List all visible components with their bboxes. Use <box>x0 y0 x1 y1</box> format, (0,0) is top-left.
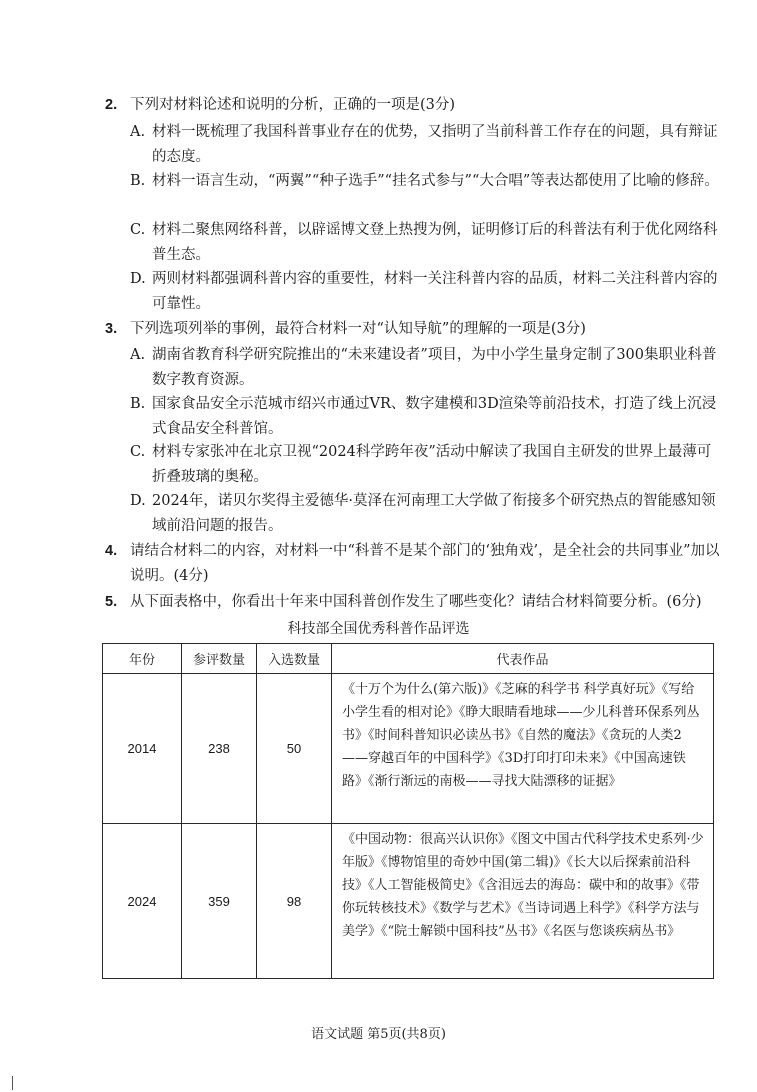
option-b <box>130 392 720 441</box>
binding-mark <box>12 1076 13 1090</box>
table-header-row <box>103 644 714 674</box>
question-stem: 从下面表格中，你看出十年来中国科普创作发生了哪些变化？请结合材料简要分析。(6分) <box>130 594 702 610</box>
option-d <box>130 489 720 538</box>
option-d <box>130 267 720 316</box>
cell-selected: 98 <box>257 824 332 979</box>
option-a <box>130 120 720 169</box>
option-letter: A. <box>130 124 146 140</box>
question-number: 4. <box>105 543 118 559</box>
cell-works: 《十万个为什么(第六版)》《芝麻的科学书 科学真好玩》《写给小学生看的相对论》《睁大眼睛看地球——少儿科普环保系列丛书》《时间科普知识必读丛书》《自然的魔法》《贪玩的人类2——穿越百年的中国科学》《3D打印打印未来》《中国高速铁路》《渐行渐远的南极——寻找大陆漂移的证据》 <box>332 674 714 824</box>
header-works: 代表作品 <box>332 644 714 674</box>
cell-year: 2024 <box>103 824 182 979</box>
option-b <box>130 169 720 194</box>
table-row <box>103 674 714 824</box>
page-footer: 语文试题 第5页(共8页) <box>311 1027 446 1042</box>
header-year: 年份 <box>103 644 182 674</box>
question-stem: 请结合材料二的内容，对材料一中“科普不是某个部门的‘独角戏’，是全社会的共同事业”加以说明。(4分) <box>130 543 720 584</box>
question-stem: 下列对材料论述和说明的分析，正确的一项是(3分) <box>130 97 456 113</box>
option-letter: C. <box>130 444 146 460</box>
option-text: 国家食品安全示范城市绍兴市通过VR、数字建模和3D渲染等前沿技术，打造了线上沉浸式食品安全科普馆。 <box>152 396 717 437</box>
option-letter: B. <box>130 173 146 189</box>
option-letter: B. <box>130 396 146 412</box>
question-number: 2. <box>105 97 118 113</box>
option-text: 材料专家张冲在北京卫视“2024科学跨年夜”活动中解读了我国自主研发的世界上最薄可折叠玻璃的奥秘。 <box>152 444 712 485</box>
cell-works: 《中国动物：很高兴认识你》《图文中国古代科学技术史系列·少年版》《博物馆里的奇妙中国(第二辑)》《长大以后探索前沿科技》《人工智能极简史》《含泪远去的海岛：碳中和的故事》《带你玩转核技术》《数学与艺术》《当诗词遇上科学》《科学方法与美学》《“院士解锁中国科技”丛书》《名医与您谈疾病丛书》 <box>332 824 714 979</box>
option-c <box>130 218 720 267</box>
question-stem: 下列选项列举的事例，最符合材料一对“认知导航”的理解的一项是(3分) <box>130 321 586 337</box>
option-text: 材料一语言生动，“两翼”“种子选手”“挂名式参与”“大合唱”等表达都使用了比喻的修辞。 <box>152 173 719 189</box>
option-c <box>130 440 720 489</box>
option-a <box>130 343 720 392</box>
option-text: 两则材料都强调科普内容的重要性，材料一关注科普内容的品质，材料二关注科普内容的可靠性。 <box>152 271 718 312</box>
table-row <box>103 824 714 979</box>
option-letter: A. <box>130 347 146 363</box>
cell-selected: 50 <box>257 674 332 824</box>
option-text: 2024年，诺贝尔奖得主爱德华·莫泽在河南理工大学做了衔接多个研究热点的智能感知领域前沿问题的报告。 <box>152 493 716 534</box>
cell-year: 2014 <box>103 674 182 824</box>
header-selected: 入选数量 <box>257 644 332 674</box>
header-entries: 参评数量 <box>182 644 257 674</box>
question-number: 3. <box>105 321 118 337</box>
option-letter: D. <box>130 271 146 287</box>
table-caption: 科技部全国优秀科普作品评选 <box>287 621 470 637</box>
option-text: 材料二聚焦网络科普，以辟谣博文登上热搜为例，证明修订后的科普法有利于优化网络科普生态。 <box>152 222 718 263</box>
option-letter: D. <box>130 493 146 509</box>
awards-table <box>102 643 714 979</box>
option-text: 材料一既梳理了我国科普事业存在的优势，又指明了当前科普工作存在的问题，具有辩证的态度。 <box>152 124 718 165</box>
cell-entries: 238 <box>182 674 257 824</box>
option-text: 湖南省教育科学研究院推出的“未来建设者”项目，为中小学生量身定制了300集职业科普数字教育资源。 <box>152 347 717 388</box>
cell-entries: 359 <box>182 824 257 979</box>
option-letter: C. <box>130 222 146 238</box>
question-number: 5. <box>105 594 118 610</box>
